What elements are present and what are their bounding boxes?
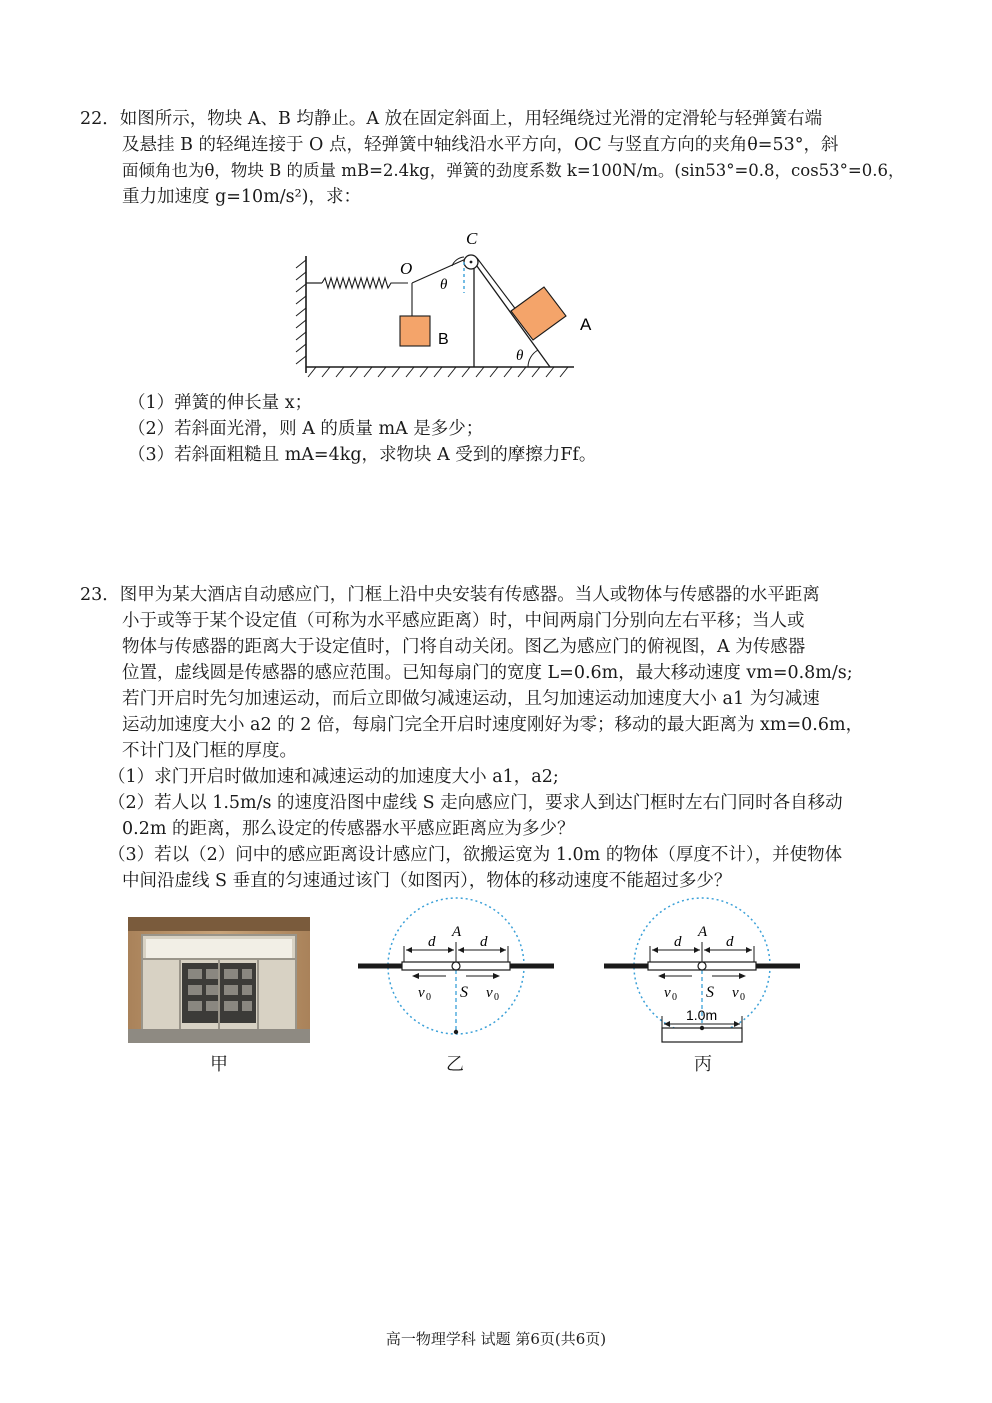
q22-sub-1: （1）弹簧的伸长量 x；	[128, 393, 313, 413]
page-footer: 高一物理学科 试题 第6页(共6页)	[385, 1330, 607, 1348]
q23-sub-1: （1）求门开启时做加速和减速运动的加速度大小 a1，a2;	[108, 767, 559, 787]
svg-text:d: d	[480, 934, 488, 950]
q22-sub-3: （3）若斜面粗糙且 mA=4kg，求物块 A 受到的摩擦力Ff。	[128, 445, 597, 465]
svg-text:A: A	[698, 924, 708, 940]
svg-text:A: A	[452, 924, 462, 940]
label-c: C	[466, 229, 478, 248]
caption-bing: 丙	[694, 1054, 712, 1075]
q23-sub-2-cont: 0.2m 的距离，那么设定的传感器水平感应距离应为多少？	[122, 819, 575, 839]
door-photo	[128, 917, 310, 1043]
svg-text:v: v	[486, 985, 493, 1001]
label-theta-top: θ	[440, 277, 448, 293]
svg-text:v: v	[664, 985, 671, 1001]
caption-jia: 甲	[210, 1054, 228, 1075]
svg-text:S: S	[706, 984, 714, 1001]
spring	[306, 278, 408, 288]
q22-line-1: 22．如图所示，物块 A、B 均静止。A 放在固定斜面上，用轻绳绕过光滑的定滑轮与轻弹簧右端	[80, 109, 823, 129]
label-o: O	[400, 259, 413, 278]
label-theta-bottom: θ	[516, 348, 524, 364]
caption-yi: 乙	[446, 1054, 464, 1075]
svg-text:0: 0	[426, 992, 431, 1003]
q23-sub-2: （2）若人以 1.5m/s 的速度沿图中虚线 S 走向感应门，要求人到达门框时左右门同时各自移动	[108, 793, 843, 813]
q23-line-3: 物体与传感器的距离大于设定值时，门将自动关闭。图乙为感应门的俯视图，A 为传感器	[122, 637, 806, 657]
svg-text:0: 0	[672, 992, 677, 1003]
q22-sub-2: （2）若斜面光滑，则 A 的质量 mA 是多少；	[128, 419, 484, 439]
q23-sub-3-cont: 中间沿虚线 S 垂直的匀速通过该门（如图丙），物体的移动速度不能超过多少？	[122, 871, 732, 891]
q23-sub-3: （3）若以（2）问中的感应距离设计感应门，欲搬运宽为 1.0m 的物体（厚度不计），并使物体	[108, 845, 843, 865]
svg-text:d: d	[726, 934, 734, 950]
block-b	[400, 316, 430, 346]
q22-line-4: 重力加速度 g=10m/s²)，求：	[122, 187, 362, 207]
svg-text:d: d	[428, 934, 436, 950]
diagram-yi	[356, 896, 560, 1046]
svg-text:1.0m: 1.0m	[686, 1007, 718, 1023]
q23-line-7: 不计门及门框的厚度。	[122, 741, 297, 761]
svg-text:v: v	[732, 985, 739, 1001]
q22-line-2: 及悬挂 B 的轻绳连接于 O 点，轻弹簧中轴线沿水平方向，OC 与竖直方向的夹角θ=53°，斜	[122, 135, 839, 155]
svg-text:0: 0	[740, 992, 745, 1003]
q23-line-2: 小于或等于某个设定值（可称为水平感应距离）时，中间两扇门分别向左右平移；当人或	[122, 611, 805, 631]
svg-text:S: S	[460, 984, 468, 1001]
q23-line-6: 运动加速度大小 a2 的 2 倍，每扇门完全开启时速度刚好为零；移动的最大距离为 xm=0.6m，	[122, 715, 864, 735]
label-b: B	[438, 331, 449, 348]
q23-line-5: 若门开启时先匀加速运动，而后立即做匀减速运动，且匀加速运动加速度大小 a1 为匀减速	[122, 689, 820, 709]
diagram-bing	[602, 896, 806, 1046]
label-a: A	[580, 315, 592, 334]
q22-figure	[288, 228, 592, 388]
svg-text:d: d	[674, 934, 682, 950]
block-a	[511, 287, 566, 340]
q23-line-4: 位置，虚线圆是传感器的感应范围。已知每扇门的宽度 L=0.6m，最大移动速度 vm=0.8m/s;	[122, 663, 853, 683]
svg-text:v: v	[418, 985, 425, 1001]
q22-line-3: 面倾角也为θ，物块 B 的质量 mB=2.4kg，弹簧的劲度系数 k=100N/m。(sin53°=0.8，cos53°=0.6，	[122, 161, 905, 180]
svg-text:0: 0	[494, 992, 499, 1003]
q23-line-1: 23．图甲为某大酒店自动感应门，门框上沿中央安装有传感器。当人或物体与传感器的水平距离	[80, 585, 820, 605]
